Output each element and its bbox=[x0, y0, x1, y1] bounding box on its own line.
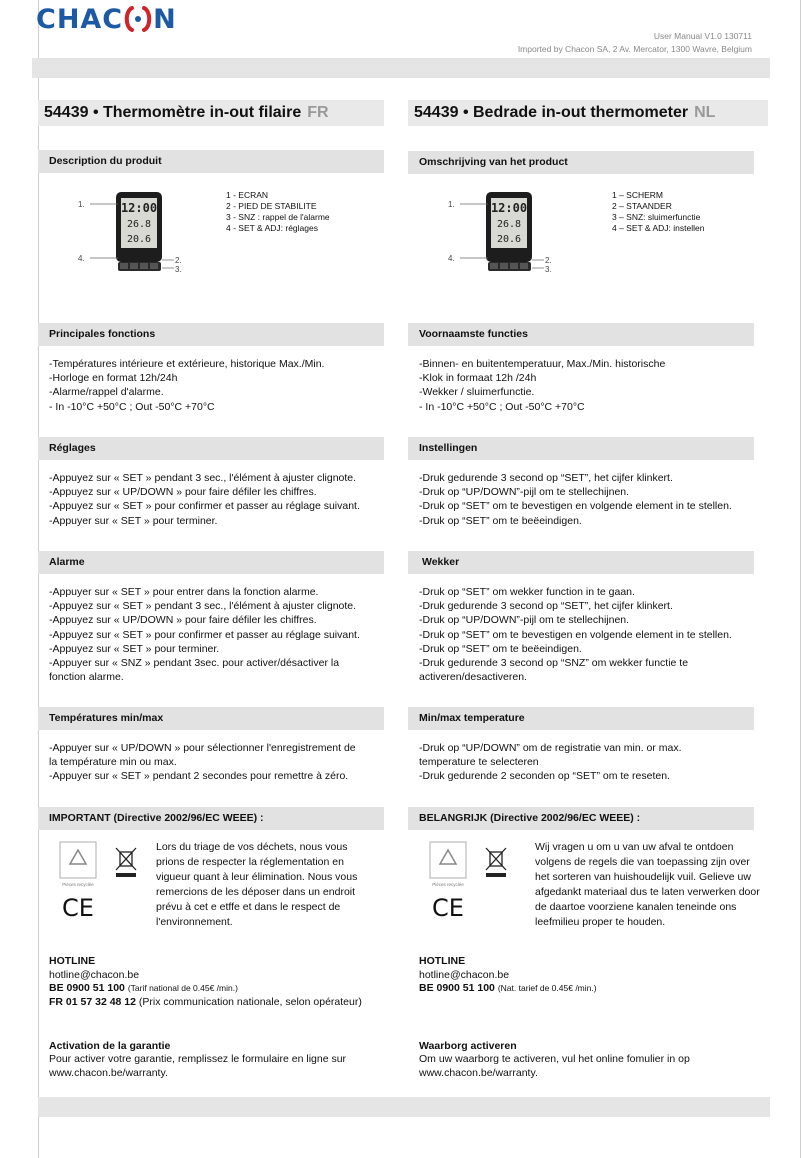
crossed-bin-icon bbox=[116, 848, 136, 877]
section-head-alarm bbox=[38, 551, 384, 574]
section-head-alarm bbox=[408, 551, 754, 574]
display-temp-1: 26.8 bbox=[496, 219, 522, 230]
settings-text: -Appuyez sur « SET » pendant 3 sec., l'élément à ajuster clignote. -Appuyez sur « UP/DOWN » pour faire défiler les chiffres. -Appuyez sur « SET » pour confirmer et passer au réglage suivant. -Appuyer sur « SET » pour terminer. bbox=[49, 472, 360, 527]
parts-list: 1 – SCHERM 2 – STAANDER 3 – SNZ: sluimerfunctie 4 – SET & ADJ: instellen bbox=[612, 190, 705, 233]
alarm-text: -Druk op “SET” om wekker function in te gaan. -Druk gedurende 3 second op “SET”, het cijfer klinkert. -Druk op “UP/DOWN”-pijl om te stellechijnen. -Druk op “SET” om te bevestigen en volgende element in te stellen. -Druk op “SET” om te beëeindigen. -Druk gedurende 3 second op “SNZ” om wekker functie te activeren/desactiveren. bbox=[419, 586, 732, 684]
top-band bbox=[32, 58, 770, 78]
title-text: 54439 • Bedrade in-out thermometer bbox=[414, 104, 689, 121]
section-head-weee bbox=[38, 807, 384, 830]
minmax-text: -Appuyer sur « UP/DOWN » pour sélectionner l'enregistrement de la température min ou max. -Appuyer sur « SET » pendant 2 secondes pour remettre à zéro. bbox=[49, 742, 356, 783]
ce-mark-icon: CE bbox=[62, 894, 94, 920]
lang-code: NL bbox=[694, 104, 716, 121]
section-title: Omschrijving van het product bbox=[419, 156, 568, 168]
hotline-email: hotline@chacon.be bbox=[419, 968, 510, 981]
weee-text: Wij vragen u om u van uw afval te ontdoen volgens de regels die van toepassing zijn over het sorteren van huishoudelijk vuil. Gelieve uw afgedankt materiaal dus te laten verwerken door de daartoe voorziene kanalen teneinde ons leefmilieu proper te houden. bbox=[535, 841, 760, 928]
recycle-caption: Pièces recyclée bbox=[62, 882, 94, 887]
warranty-block bbox=[49, 1026, 346, 1094]
section-title: Instellingen bbox=[419, 442, 478, 454]
manual-info bbox=[518, 30, 752, 56]
section-title: Principales fonctions bbox=[49, 328, 156, 340]
chacon-logo: CHAC N bbox=[36, 4, 177, 35]
callout-3: 3. bbox=[175, 265, 182, 274]
section-head-functions bbox=[408, 323, 754, 346]
hotline-title: HOTLINE bbox=[49, 955, 96, 967]
hotline-email: hotline@chacon.be bbox=[49, 968, 140, 981]
importer-address: Imported by Chacon SA, 2 Av. Mercator, 1300 Wavre, Belgium bbox=[517, 44, 752, 54]
section-head-description bbox=[38, 150, 384, 173]
hotline-be-number: BE 0900 51 100 bbox=[49, 982, 125, 994]
alarm-text: -Appuyer sur « SET » pour entrer dans la fonction alarme. -Appuyez sur « SET » pendant 3 sec., l'élément à ajuster clignote. -Appuyez sur « UP/DOWN » pour faire défiler les chiffres. -Appuyez sur « SET » pour confirmer et passer au réglage suivant. -Appuyez sur « SET » pour terminer. -Appuyer sur « SNZ » pendant 3sec. pour activer/désactiver la fonction alarme. bbox=[49, 586, 360, 684]
hotline-be-rate: (Nat. tarief de 0.45€ /min.) bbox=[497, 983, 597, 993]
hotline-title: HOTLINE bbox=[419, 955, 466, 967]
section-title: BELANGRIJK (Directive 2002/96/EC WEEE) : bbox=[419, 812, 641, 824]
hotline-be-number: BE 0900 51 100 bbox=[419, 982, 495, 994]
hotline-block bbox=[419, 955, 597, 996]
section-head-settings bbox=[38, 437, 384, 460]
section-title: Description du produit bbox=[49, 155, 162, 167]
parts-list: 1 - ECRAN 2 - PIED DE STABILITE 3 - SNZ : rappel de l'alarme 4 - SET & ADJ: réglages bbox=[226, 190, 330, 233]
page-title-fr bbox=[44, 104, 329, 122]
callout-2: 2. bbox=[545, 256, 552, 265]
section-head-minmax bbox=[38, 707, 384, 730]
section-title: Températures min/max bbox=[49, 712, 164, 724]
section-head-description bbox=[408, 151, 754, 174]
section-title: Voornaamste functies bbox=[419, 328, 528, 340]
display-temp-2: 20.6 bbox=[496, 234, 522, 245]
warranty-title: Activation de la garantie bbox=[49, 1039, 171, 1052]
bottom-band bbox=[38, 1097, 770, 1117]
thermometer-image bbox=[448, 190, 568, 280]
display-temp-1: 26.8 bbox=[126, 219, 152, 230]
crossed-bin-icon bbox=[486, 848, 506, 877]
warranty-text: Pour activer votre garantie, remplissez le formulaire en ligne sur www.chacon.be/warranty. bbox=[49, 1053, 347, 1079]
callout-1: 1. bbox=[78, 200, 85, 209]
display-time: 12:00 bbox=[490, 201, 528, 215]
hotline-fr-number: FR 01 57 32 48 12 bbox=[49, 995, 136, 1008]
warranty-block bbox=[419, 1026, 690, 1094]
title-bar-nl bbox=[408, 100, 768, 126]
section-title: Réglages bbox=[49, 442, 96, 454]
warranty-text: Om uw waarborg te activeren, vul het online fomulier in op www.chacon.be/warranty. bbox=[419, 1053, 690, 1079]
hotline-fr-rate: (Prix communication nationale, selon opérateur) bbox=[138, 995, 362, 1008]
recycle-caption: Pièces recyclée bbox=[432, 882, 464, 887]
callout-3: 3. bbox=[545, 265, 552, 274]
callout-2: 2. bbox=[175, 256, 182, 265]
ce-mark-icon: CE bbox=[432, 894, 464, 920]
section-title: IMPORTANT (Directive 2002/96/EC WEEE) : bbox=[49, 812, 264, 824]
weee-icons bbox=[58, 840, 140, 920]
manual-version: User Manual V1.0 130711 bbox=[653, 31, 752, 41]
section-title: Wekker bbox=[422, 556, 460, 568]
display-temp-2: 20.6 bbox=[126, 234, 152, 245]
callout-1: 1. bbox=[448, 200, 455, 209]
title-bar-fr bbox=[38, 100, 384, 126]
thermometer-image bbox=[78, 190, 198, 280]
page-title-nl bbox=[414, 104, 715, 122]
section-head-settings bbox=[408, 437, 754, 460]
hotline-block bbox=[49, 955, 362, 1009]
display-time: 12:00 bbox=[120, 201, 158, 215]
weee-icons bbox=[428, 840, 510, 920]
functions-text: -Binnen- en buitentemperatuur, Max./Min. historische -Klok in formaat 12h /24h -Wekker / sluimerfunctie. - In -10°C +50°C ; Out -50°C +70°C bbox=[419, 358, 666, 413]
section-head-weee bbox=[408, 807, 754, 830]
lang-code: FR bbox=[307, 104, 329, 121]
callout-4: 4. bbox=[78, 254, 85, 263]
section-head-functions bbox=[38, 323, 384, 346]
callout-4: 4. bbox=[448, 254, 455, 263]
weee-text: Lors du triage de vos déchets, nous vous prions de respecter la réglementation en vigueur quant à leur élimination. Nous vous remercions de les déposer dans un endroit prévu à cet e etffe et dans le respect de l'environnement. bbox=[156, 841, 358, 928]
logo-o-icon bbox=[123, 5, 153, 31]
section-title: Alarme bbox=[49, 556, 85, 568]
section-head-minmax bbox=[408, 707, 754, 730]
section-title: Min/max temperature bbox=[419, 712, 525, 724]
functions-text: -Températures intérieure et extérieure, historique Max./Min. -Horloge en format 12h/24h -Alarme/rappel d'alarme. - In -10°C +50°C ; Out -50°C +70°C bbox=[49, 358, 325, 413]
hotline-be-rate: (Tarif national de 0.45€ /min.) bbox=[127, 983, 238, 993]
minmax-text: -Druk op “UP/DOWN” om de registratie van min. or max. temperature te selecteren -Druk gedurende 2 seconden op “SET” om te reseten. bbox=[419, 742, 682, 783]
settings-text: -Druk gedurende 3 second op “SET”, het cijfer klinkert. -Druk op “UP/DOWN”-pijl om te stellechijnen. -Druk op “SET” om te bevestigen en volgende element in te stellen. -Druk op “SET” om te beëeindigen. bbox=[419, 472, 732, 527]
title-text: 54439 • Thermomètre in-out filaire bbox=[44, 104, 302, 121]
warranty-title: Waarborg activeren bbox=[419, 1039, 517, 1052]
